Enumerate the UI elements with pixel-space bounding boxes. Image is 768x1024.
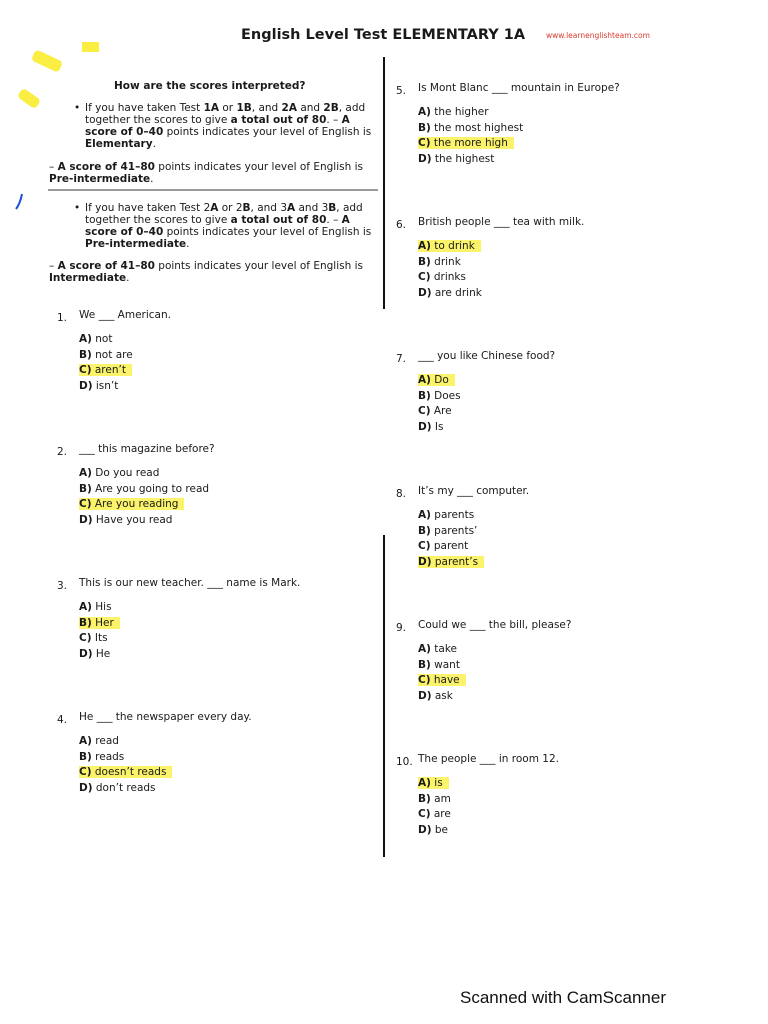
option-text: Is	[434, 421, 444, 433]
option-text: the more high	[433, 137, 508, 149]
answer-option[interactable]	[79, 483, 209, 495]
question-number: 3.	[57, 580, 68, 592]
question-number: 4.	[57, 714, 68, 726]
score-bullet-2: • If you have taken Test 2A or 2B, and 3A and 3B, add together the scores to give a total out of 80. – A score of 0–40 points indicates your level of English is Pre-intermediate.	[74, 202, 372, 250]
question-stem: It’s my ___ computer.	[418, 485, 530, 497]
question-number: 5.	[396, 85, 407, 97]
answer-option[interactable]	[418, 271, 466, 283]
answer-option[interactable]	[79, 617, 120, 629]
option-letter: A)	[418, 509, 431, 521]
question-stem: Could we ___ the bill, please?	[418, 619, 572, 631]
question-number: 2.	[57, 446, 68, 458]
answer-option[interactable]	[418, 690, 453, 702]
option-text: are drink	[434, 287, 482, 299]
option-text: parents’	[434, 525, 478, 537]
option-text: don’t reads	[95, 782, 156, 794]
question-stem: Is Mont Blanc ___ mountain in Europe?	[418, 82, 620, 94]
option-letter: C)	[79, 632, 92, 644]
answer-option[interactable]	[418, 674, 466, 686]
answer-option[interactable]	[79, 751, 124, 763]
answer-option[interactable]	[79, 498, 184, 510]
option-text: drink	[434, 256, 461, 268]
option-letter: D)	[418, 153, 432, 165]
answer-option[interactable]	[79, 467, 159, 479]
option-letter: B)	[418, 525, 431, 537]
scores-heading: How are the scores interpreted?	[114, 80, 306, 92]
option-letter: D)	[79, 514, 93, 526]
option-text: Are you going to read	[95, 483, 210, 495]
scanner-watermark: Scanned with CamScanner	[460, 988, 667, 1007]
answer-option[interactable]	[418, 777, 449, 789]
option-letter: A)	[418, 374, 431, 386]
option-letter: D)	[418, 824, 432, 836]
option-text: parents	[434, 509, 475, 521]
question-5	[396, 82, 726, 172]
option-text: Are	[433, 405, 452, 417]
question-stem: British people ___ tea with milk.	[418, 216, 585, 228]
question-number: 9.	[396, 622, 407, 634]
answer-option[interactable]	[418, 824, 448, 836]
answer-option[interactable]	[418, 509, 474, 521]
option-text: want	[434, 659, 460, 671]
question-10	[396, 753, 726, 843]
option-letter: A)	[418, 240, 431, 252]
marker-stroke	[82, 42, 99, 52]
answer-option[interactable]	[418, 556, 484, 568]
answer-option[interactable]	[418, 421, 443, 433]
score-paragraph-2: – A score of 41–80 points indicates your level of English is Intermediate.	[49, 260, 363, 284]
question-number: 10.	[396, 756, 413, 768]
option-text: the most highest	[434, 122, 524, 134]
option-text: parent’s	[434, 556, 479, 568]
option-text: Its	[94, 632, 108, 644]
option-letter: B)	[79, 751, 92, 763]
option-text: take	[434, 643, 457, 655]
answer-option[interactable]	[418, 122, 523, 134]
option-text: to drink	[434, 240, 475, 252]
site-url: www.learnenglishteam.com	[546, 31, 650, 40]
option-letter: C)	[418, 808, 431, 820]
question-number: 7.	[396, 353, 407, 365]
answer-option[interactable]	[418, 405, 452, 417]
question-stem: ___ you like Chinese food?	[418, 350, 556, 362]
option-text: not are	[95, 349, 133, 361]
question-stem: This is our new teacher. ___ name is Mark.	[79, 577, 301, 589]
option-letter: D)	[418, 690, 432, 702]
answer-option[interactable]	[418, 256, 461, 268]
question-1	[57, 309, 387, 399]
option-letter: A)	[418, 106, 431, 118]
answer-option[interactable]	[418, 390, 461, 402]
answer-option[interactable]	[418, 106, 489, 118]
option-letter: A)	[79, 333, 92, 345]
answer-option[interactable]	[79, 349, 133, 361]
option-text: are	[433, 808, 451, 820]
option-text: Do you read	[95, 467, 160, 479]
option-text: Are you reading	[94, 498, 179, 510]
question-stem: He ___ the newspaper every day.	[79, 711, 252, 723]
option-text: have	[433, 674, 460, 686]
question-7	[396, 350, 726, 440]
answer-option[interactable]	[79, 782, 156, 794]
option-text: am	[434, 793, 451, 805]
option-letter: A)	[79, 601, 92, 613]
answer-option[interactable]	[418, 659, 460, 671]
option-text: Does	[434, 390, 461, 402]
option-text: ask	[434, 690, 453, 702]
column-divider	[383, 57, 385, 309]
answer-option[interactable]	[418, 153, 494, 165]
answer-option[interactable]	[79, 766, 172, 778]
option-text: His	[95, 601, 112, 613]
option-letter: D)	[418, 556, 432, 568]
option-letter: A)	[79, 735, 92, 747]
option-text: the highest	[434, 153, 495, 165]
option-text: be	[434, 824, 448, 836]
option-text: read	[95, 735, 119, 747]
option-text: He	[95, 648, 111, 660]
answer-option[interactable]	[418, 240, 481, 252]
option-letter: B)	[418, 390, 431, 402]
answer-option[interactable]	[418, 525, 477, 537]
option-letter: A)	[418, 643, 431, 655]
option-letter: C)	[79, 364, 92, 376]
option-letter: C)	[418, 540, 431, 552]
question-9	[396, 619, 726, 709]
answer-option[interactable]	[418, 287, 482, 299]
option-letter: A)	[418, 777, 431, 789]
option-letter: B)	[418, 793, 431, 805]
option-text: Do	[434, 374, 449, 386]
option-letter: B)	[79, 617, 92, 629]
option-letter: C)	[79, 498, 92, 510]
option-text: Her	[95, 617, 114, 629]
question-2	[57, 443, 387, 533]
answer-option[interactable]	[79, 380, 118, 392]
question-6	[396, 216, 726, 306]
option-letter: B)	[418, 122, 431, 134]
question-stem: The people ___ in room 12.	[418, 753, 559, 765]
option-letter: D)	[79, 380, 93, 392]
question-stem: ___ this magazine before?	[79, 443, 215, 455]
page-title: English Level Test ELEMENTARY 1A	[241, 27, 526, 43]
answer-option[interactable]	[79, 735, 119, 747]
pen-mark	[14, 192, 24, 212]
answer-option[interactable]	[79, 632, 108, 644]
option-text: not	[95, 333, 113, 345]
option-letter: D)	[418, 421, 432, 433]
option-letter: D)	[79, 782, 93, 794]
score-paragraph-1: – A score of 41–80 points indicates your level of English is Pre-intermediate.	[49, 161, 363, 185]
answer-option[interactable]	[418, 137, 514, 149]
option-letter: C)	[418, 674, 431, 686]
option-letter: B)	[79, 349, 92, 361]
option-text: is	[434, 777, 443, 789]
marker-stroke	[17, 88, 41, 110]
option-text: Have you read	[95, 514, 173, 526]
question-8	[396, 485, 726, 575]
answer-option[interactable]	[79, 601, 112, 613]
option-letter: D)	[79, 648, 93, 660]
section-divider	[48, 189, 378, 191]
option-text: the higher	[434, 106, 489, 118]
question-number: 6.	[396, 219, 407, 231]
marker-stroke	[31, 49, 63, 73]
option-letter: B)	[79, 483, 92, 495]
option-text: doesn’t reads	[94, 766, 167, 778]
answer-option[interactable]	[418, 808, 451, 820]
option-text: isn’t	[95, 380, 119, 392]
option-text: aren’t	[94, 364, 126, 376]
option-text: reads	[95, 751, 125, 763]
option-text: parent	[433, 540, 469, 552]
answer-option[interactable]	[418, 793, 451, 805]
option-letter: C)	[418, 271, 431, 283]
question-stem: We ___ American.	[79, 309, 171, 321]
answer-option[interactable]	[79, 648, 110, 660]
answer-option[interactable]	[418, 643, 457, 655]
answer-option[interactable]	[79, 514, 172, 526]
answer-option[interactable]	[79, 333, 112, 345]
option-letter: D)	[418, 287, 432, 299]
option-text: drinks	[433, 271, 466, 283]
question-number: 8.	[396, 488, 407, 500]
question-number: 1.	[57, 312, 68, 324]
option-letter: C)	[418, 137, 431, 149]
score-bullet-1: • If you have taken Test 1A or 1B, and 2A and 2B, add together the scores to give a total out of 80. – A score of 0–40 points indicates your level of English is Elementary.	[74, 102, 372, 150]
question-3	[57, 577, 387, 667]
answer-option[interactable]	[79, 364, 132, 376]
option-letter: C)	[418, 405, 431, 417]
answer-option[interactable]	[418, 374, 455, 386]
option-letter: B)	[418, 256, 431, 268]
question-4	[57, 711, 387, 801]
option-letter: A)	[79, 467, 92, 479]
answer-option[interactable]	[418, 540, 468, 552]
option-letter: C)	[79, 766, 92, 778]
option-letter: B)	[418, 659, 431, 671]
